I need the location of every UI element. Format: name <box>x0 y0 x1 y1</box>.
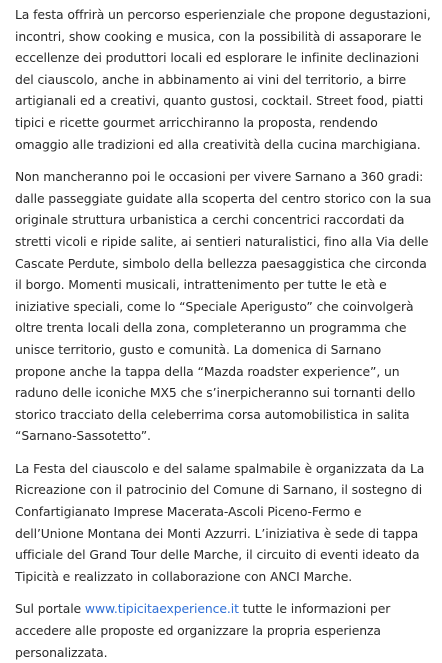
paragraph-sarnano-activities: Non mancheranno poi le occasioni per vivere Sarnano a 360 gradi: dalle passeggiate guidate alla scoperta del centro storico con la sua originale struttura urbanistica a cerchi concentrici raccordati da stretti vicoli e ripide salite, ai sentieri naturalistici, fino alla Via delle Cascate Perdute, simbolo della bellezza paesaggistica che circonda il borgo. Momenti musicali, intrattenimento per tutte le età e iniziative speciali, come lo “Speciale Aperigusto” che coinvolgerà oltre trenta locali della zona, completeranno un programma che unisce territorio, gusto e comunità. La domenica di Sarnano propone anche la tappa della “Mazda roadster experience”, un raduno delle iconiche MX5 che s’inerpicheranno sui tornanti dello storico tracciato della celeberrima corsa automobilistica in salita “Sarnano-Sassotetto”. <box>15 169 432 444</box>
paragraph-organizers: La Festa del ciauscolo e del salame spalmabile è organizzata da La Ricreazione con il patrocinio del Comune di Sarnano, il sostegno di Confartigianato Imprese Macerata-Ascoli Piceno-Fermo e dell’Unione Montana dei Monti Azzurri. L’iniziativa è sede di tappa ufficiale del Grand Tour delle Marche, il circuito di eventi ideato da Tipicità e realizzato in collaborazione con ANCI Marche. <box>15 460 425 584</box>
paragraph-portal-info <box>15 598 432 663</box>
tipicita-experience-link[interactable]: www.tipicitaexperience.it <box>84 601 239 617</box>
paragraph-festival-experience: La festa offrirà un percorso esperienziale che propone degustazioni, incontri, show cooking e musica, con la possibilità di assaporare le eccellenze dei produttori locali ed esplorare le infinite declinazioni del ciauscolo, anche in abbinamento ai vini del territorio, a birre artigianali ed a creativi, quanto gustosi, cocktail. Street food, piatti tipici e ricette gourmet arricchiranno la proposta, rendendo omaggio alle tradizioni ed alla creatività della cucina marchigiana. <box>15 7 431 152</box>
portal-text-prefix: Sul portale <box>15 601 85 617</box>
portal-text-suffix: tutte le informazioni per accedere alle proposte ed organizzare la propria esperienza personalizzata. <box>15 601 391 660</box>
